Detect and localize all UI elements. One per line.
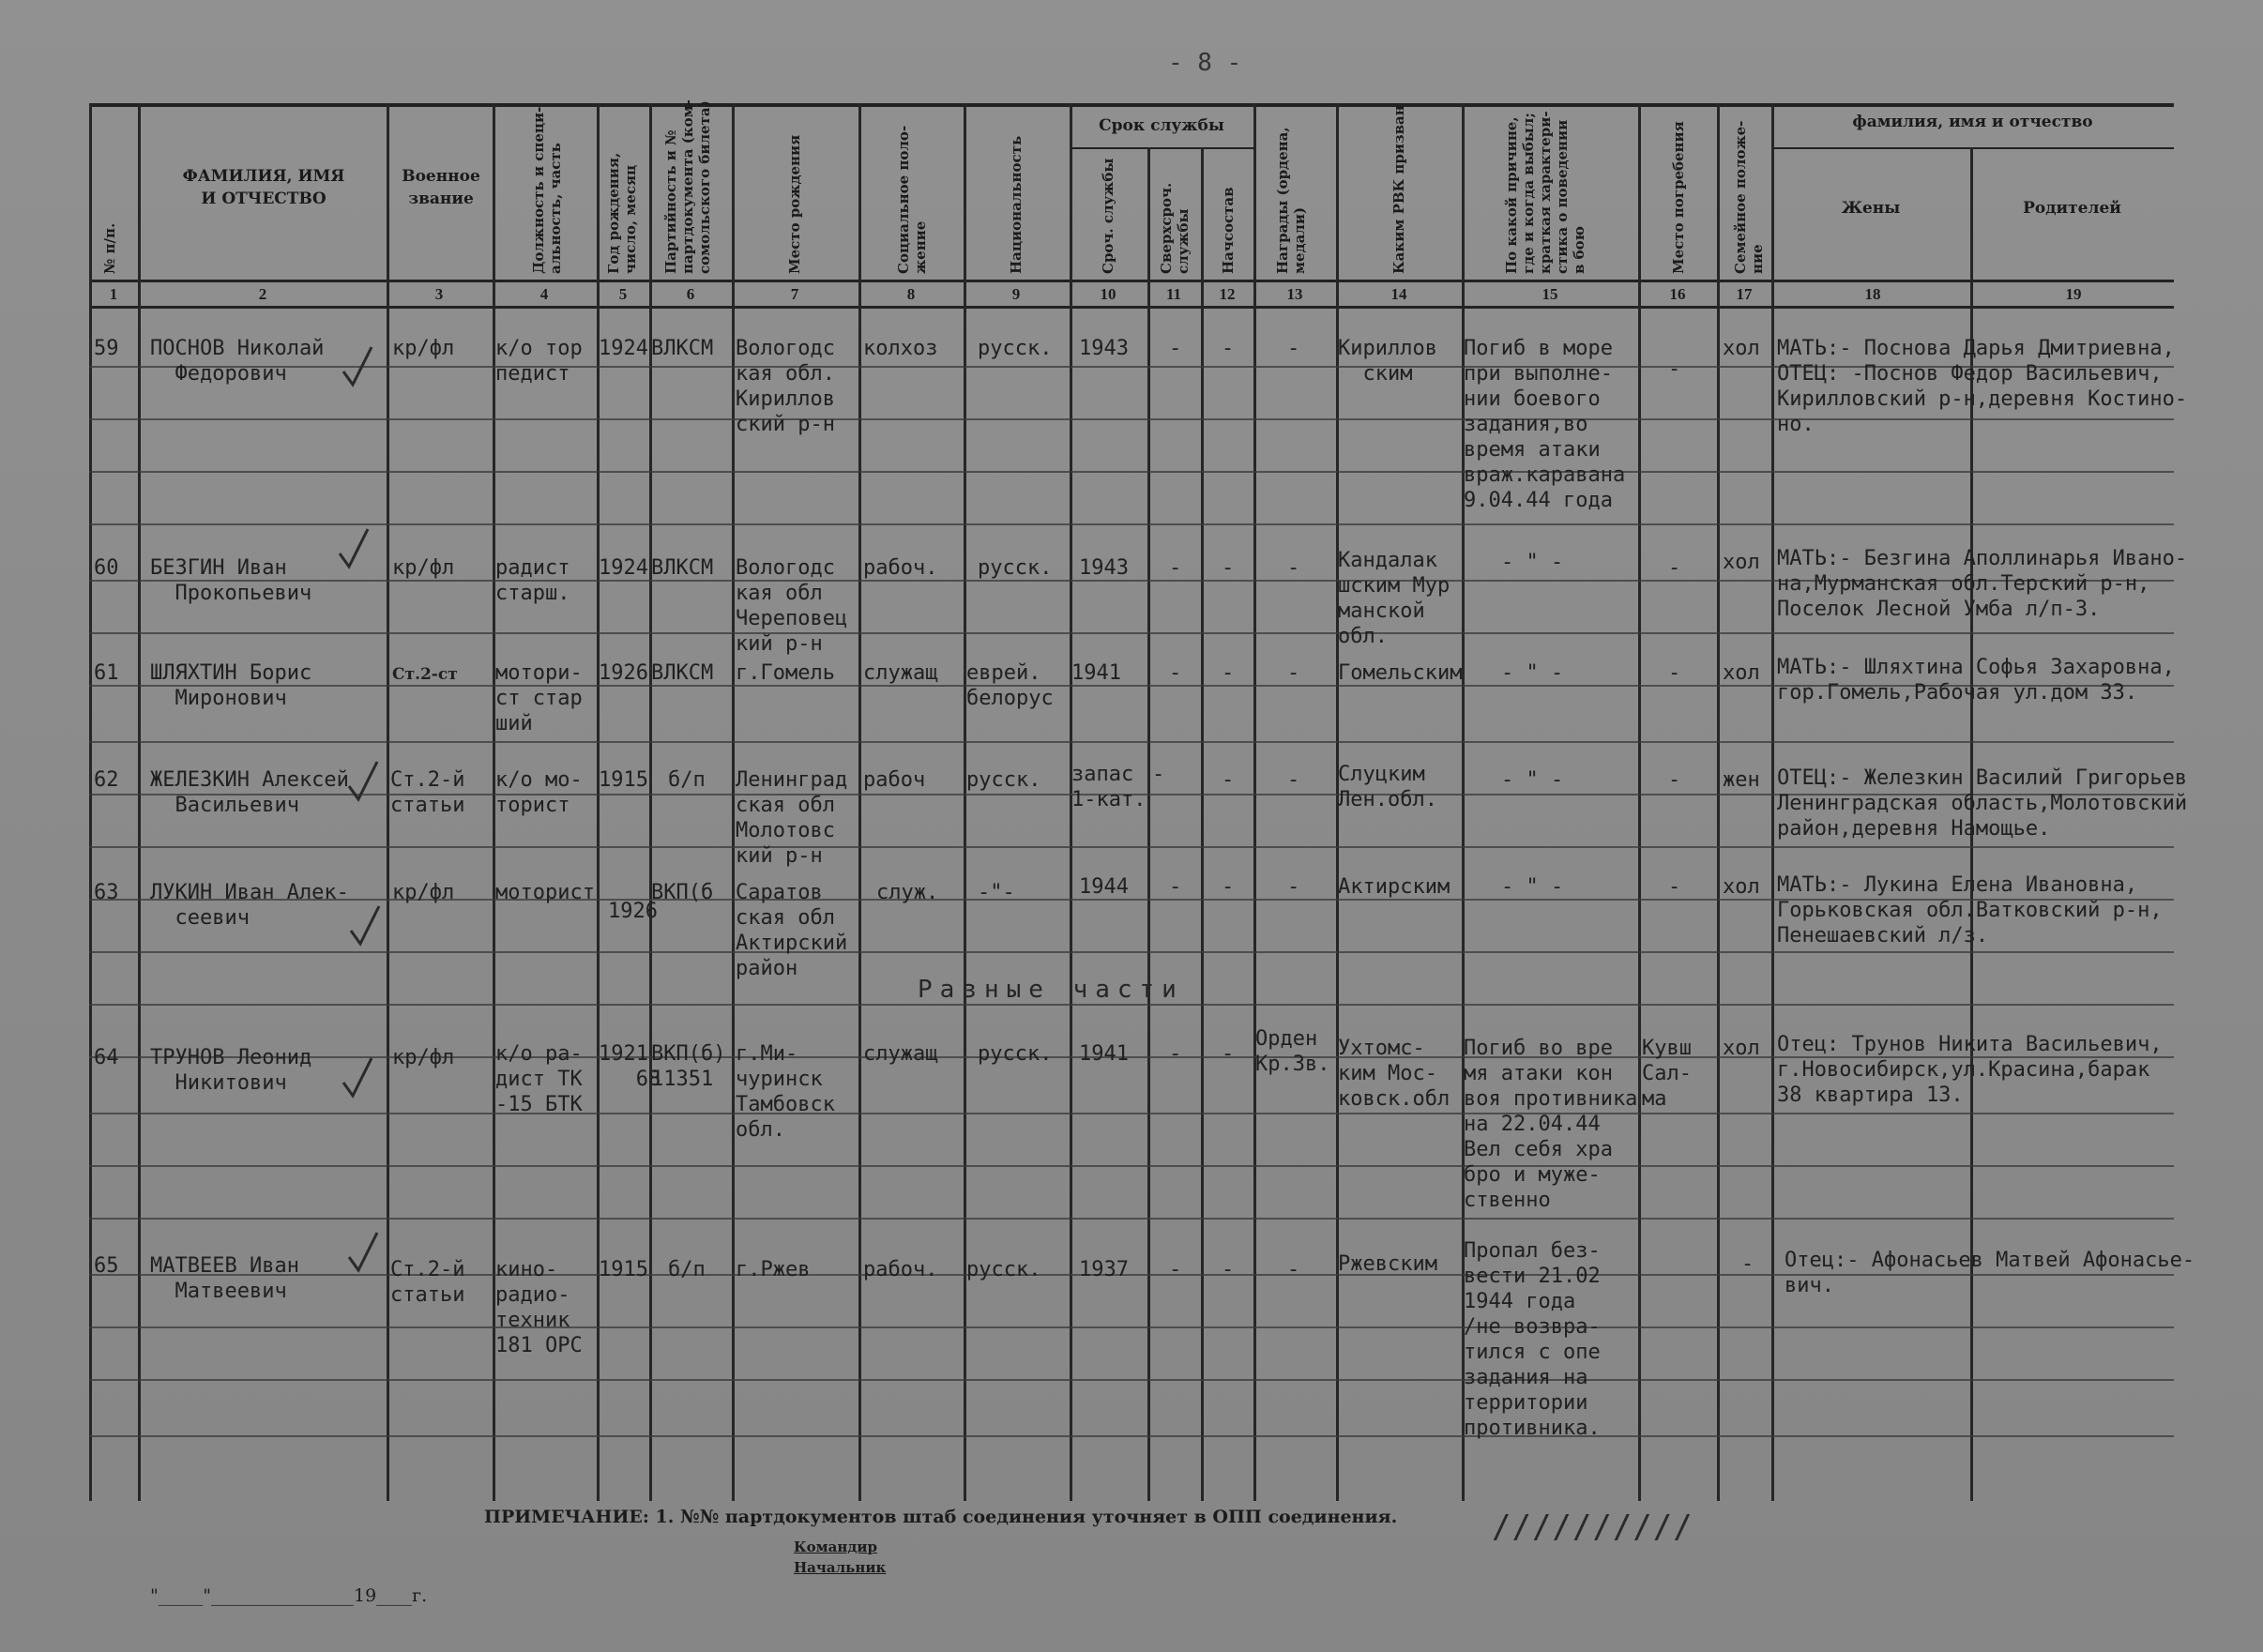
- social-status: рабоч.: [863, 556, 938, 580]
- person-name: МАТВЕЕВ Иван Матвеевич: [150, 1254, 299, 1303]
- officer: -: [1222, 661, 1235, 685]
- header-birthplace: Место рождения: [786, 134, 803, 274]
- social-status: колхоз: [863, 337, 938, 360]
- row-rule: [89, 523, 2174, 525]
- rank-handwritten: Ст.2-ст: [392, 665, 458, 684]
- burial: -: [1668, 556, 1681, 580]
- social-status: служащ: [863, 661, 938, 685]
- family-status: жен: [1723, 768, 1760, 792]
- column-number: 2: [258, 285, 267, 303]
- social-status: служащ: [863, 1042, 938, 1066]
- rvk: Ржевским: [1338, 1252, 1437, 1276]
- check-mark-icon: [347, 902, 385, 951]
- party: ВЛКСМ: [651, 556, 714, 580]
- page-number: - 8 -: [1168, 49, 1242, 77]
- row-number: 60: [94, 556, 119, 580]
- header-wife: Жены: [1841, 199, 1901, 218]
- birthplace: г.Ржев: [736, 1258, 811, 1281]
- nationality: русск.: [966, 1258, 1041, 1281]
- officer: -: [1222, 875, 1235, 899]
- row-number: 63: [94, 881, 119, 904]
- rank: Ст.2-й статьи: [390, 768, 465, 817]
- col-line-1: [138, 103, 141, 1501]
- col-line-17: [1771, 103, 1774, 1501]
- extra-term: -: [1152, 763, 1165, 786]
- header-rank: Военное звание: [402, 167, 480, 208]
- extra-term: -: [1169, 1042, 1182, 1066]
- birth-year: 1926: [608, 900, 658, 923]
- row-rule: [89, 1379, 2174, 1381]
- commander-label: Командир: [794, 1538, 877, 1555]
- header-service-term: Срок службы: [1099, 116, 1224, 135]
- header-awards: Награды (ордена, медали): [1274, 127, 1308, 274]
- column-number: 16: [1669, 285, 1686, 303]
- header-name: ФАМИЛИЯ, ИМЯ И ОТЧЕСТВО: [182, 167, 345, 208]
- rank: кр/фл: [392, 337, 455, 360]
- col-line-8: [964, 103, 966, 1501]
- header-bottom-border: [89, 280, 2174, 282]
- col-line-5: [649, 103, 652, 1501]
- header-officer: Начсостав: [1220, 187, 1237, 274]
- row-rule: [89, 1218, 2174, 1220]
- rank: кр/фл: [392, 556, 455, 580]
- row-rule: [89, 471, 2174, 473]
- row-number: 59: [94, 337, 119, 360]
- service-term: 1937: [1079, 1258, 1129, 1281]
- awards: -: [1287, 1258, 1300, 1281]
- slash-marks: //////////: [1492, 1508, 1693, 1546]
- position: мотори- ст стар ший: [495, 661, 583, 735]
- header-reason: По какой причине, где и когда выбыл; краткая характери- стика о поведении в бою: [1503, 111, 1587, 274]
- column-number: 17: [1736, 285, 1753, 303]
- row-rule: [89, 846, 2174, 848]
- burial: -: [1668, 768, 1681, 792]
- relatives: ОТЕЦ:- Железкин Василий Григорьев Ленинградская область,Молотовский район,деревня Намощье.: [1777, 766, 2188, 841]
- header-party: Партийность и № партдокумента (ком- сомольского билета): [662, 99, 713, 274]
- birth-year: 1915: [599, 1258, 648, 1281]
- party: б/п: [668, 768, 706, 792]
- awards: Орден Кр.Зв.: [1255, 1027, 1330, 1076]
- column-number: 3: [434, 285, 444, 303]
- col-line-2: [387, 103, 389, 1501]
- header-rvk: Каким РВК призван: [1390, 105, 1407, 274]
- person-name: ШЛЯХТИН Борис Миронович: [150, 661, 312, 710]
- column-number: 14: [1390, 285, 1407, 303]
- relatives: МАТЬ:- Шляхтина Софья Захаровна, гор.Гомель,Рабочая ул.дом 33.: [1777, 656, 2175, 705]
- party: ВЛКСМ: [651, 661, 714, 685]
- col-line-12: [1253, 103, 1256, 1501]
- party: б/п: [668, 1258, 706, 1281]
- header-num: № п/п.: [101, 222, 118, 274]
- officer: -: [1222, 1258, 1235, 1281]
- service-term: 1943: [1079, 337, 1129, 360]
- col-line-0: [89, 103, 92, 1501]
- officer: -: [1222, 556, 1235, 580]
- relatives: МАТЬ:- Лукина Елена Ивановна, Горьковская обл.Ватковский р-н, Пенешаевский л/з.: [1777, 873, 2163, 947]
- birthplace: Ленинград ская обл Молотовс кий р-н: [736, 768, 848, 868]
- column-number: 10: [1100, 285, 1116, 303]
- relatives: Отец: Трунов Никита Васильевич, г.Новосибирск,ул.Красина,барак 38 квартира 13.: [1777, 1033, 2163, 1107]
- column-number: 4: [539, 285, 549, 303]
- column-number: 8: [906, 285, 916, 303]
- person-name: БЕЗГИН Иван Прокопьевич: [150, 556, 312, 605]
- header-nationality: Национальность: [1008, 135, 1025, 274]
- table-top-border: [89, 103, 2174, 107]
- social-status: рабоч: [863, 768, 926, 792]
- birthplace: Саратов ская обл Актирский район: [736, 881, 848, 980]
- header-year: Год рождения, число, месяц: [605, 152, 639, 274]
- extra-term: -: [1169, 875, 1182, 899]
- birthplace: г.Гомель: [736, 661, 835, 685]
- srok-subheader-line: [1070, 147, 1255, 149]
- nationality: -"-: [978, 881, 1015, 904]
- col-line-4: [597, 103, 600, 1501]
- rank: кр/фл: [392, 881, 455, 904]
- nationality: русск.: [966, 768, 1041, 792]
- column-number: 11: [1165, 285, 1182, 303]
- extra-term: -: [1169, 337, 1182, 360]
- awards: -: [1287, 875, 1300, 899]
- column-number: 7: [790, 285, 799, 303]
- row-rule: [89, 1435, 2174, 1437]
- reason: - " -: [1501, 551, 1564, 574]
- extra-term: -: [1169, 661, 1182, 685]
- position: моторист: [495, 881, 595, 904]
- person-name: ТРУНОВ Леонид Никитович: [150, 1046, 312, 1095]
- birthplace: Вологодс кая обл Череповец кий р-н: [736, 556, 848, 656]
- position: радист старш.: [495, 556, 570, 605]
- reason: Пропал без- вести 21.02 1944 года /не возвра- тился с опе задания на территории противника.: [1464, 1239, 1601, 1440]
- column-number: 12: [1219, 285, 1236, 303]
- reason: - " -: [1501, 661, 1564, 685]
- rank: Ст.2-й статьи: [390, 1258, 465, 1307]
- rvk: Кандалак шским Мур манской обл.: [1338, 549, 1450, 648]
- service-term: 1941: [1071, 661, 1121, 685]
- position: к/о мо- торист: [495, 768, 583, 817]
- column-number: 19: [2065, 285, 2082, 303]
- person-name: ЛУКИН Иван Алек- сеевич: [150, 881, 349, 930]
- header-social: Социальное поло- жение: [895, 125, 929, 274]
- family-status: хол: [1723, 551, 1760, 574]
- row-number: 65: [94, 1254, 119, 1278]
- social-status: служ.: [876, 881, 939, 904]
- burial: -: [1668, 357, 1681, 381]
- position: к/о ра- дист ТК -15 БТК: [495, 1042, 583, 1116]
- nationality: русск.: [978, 337, 1053, 360]
- person-name: ПОСНОВ Николай Федорович: [150, 337, 325, 386]
- nationality: еврей. белорус: [966, 661, 1054, 710]
- row-rule: [89, 951, 2174, 953]
- position: к/о тор педист: [495, 337, 583, 386]
- col-line-16: [1717, 103, 1720, 1501]
- officer: -: [1222, 1042, 1235, 1066]
- rvk: Слуцким Лен.обл.: [1338, 763, 1437, 811]
- row-number: 62: [94, 768, 119, 792]
- check-mark-icon: [340, 1054, 377, 1103]
- party: ВКП(б: [651, 881, 714, 904]
- header-burial: Место погребения: [1670, 121, 1687, 274]
- nationality: русск.: [978, 1042, 1053, 1066]
- officer: -: [1222, 768, 1235, 792]
- rank: кр/фл: [392, 1046, 455, 1069]
- header-parents: Родителей: [2023, 199, 2121, 218]
- service-term: 1941: [1079, 1042, 1129, 1066]
- rvk: Ухтомс- ким Мос- ковск.обл: [1338, 1037, 1450, 1111]
- footnote: ПРИМЕЧАНИЕ: 1. №№ партдокументов штаб соединения уточняет в ОПП соединения.: [484, 1507, 1398, 1527]
- column-number-bottom-border: [89, 306, 2174, 309]
- column-number: 9: [1011, 285, 1021, 303]
- burial: Кувш Сал- ма: [1642, 1037, 1692, 1111]
- family-status: хол: [1723, 1037, 1760, 1060]
- column-number: 13: [1286, 285, 1303, 303]
- family-status: -: [1741, 1252, 1754, 1276]
- row-rule: [89, 632, 2174, 634]
- check-mark-icon: [336, 525, 373, 574]
- col-line-7: [858, 103, 861, 1501]
- reason: - " -: [1501, 875, 1564, 899]
- reason: Погиб во вре мя атаки кон воя противника на 22.04.44 Вел себя хра бро и муже- ственно: [1464, 1037, 1638, 1212]
- relatives: Отец:- Афонасьев Матвей Афонасье- вич.: [1785, 1249, 2195, 1297]
- rvk: Гомельским: [1338, 661, 1463, 685]
- person-name: ЖЕЛЕЗКИН Алексей Васильевич: [150, 768, 349, 817]
- header-extra-term: Сверхсроч. службы: [1158, 182, 1192, 274]
- column-number: 1: [109, 285, 118, 303]
- awards: -: [1287, 661, 1300, 685]
- row-rule: [89, 1165, 2174, 1167]
- reason: Погиб в море при выполне- нии боевого задания,во время атаки враж.каравана 9.04.44 года: [1464, 337, 1626, 512]
- party: ВКП(б) 11351: [651, 1042, 726, 1091]
- column-number: 6: [686, 285, 695, 303]
- header-post: Должность и специ- альность, часть: [530, 106, 564, 274]
- column-number: 15: [1542, 285, 1558, 303]
- header-family: Семейное положе- ние: [1732, 120, 1766, 274]
- column-number: 18: [1864, 285, 1881, 303]
- header-term: Сроч. службы: [1100, 158, 1116, 274]
- date-line: "_____"________________19____г.: [150, 1585, 428, 1606]
- extra-term: -: [1169, 556, 1182, 580]
- position: кино- радио- техник 181 ОРС: [495, 1258, 583, 1357]
- burial: -: [1668, 875, 1681, 899]
- birth-year: 1924: [599, 337, 648, 360]
- awards: -: [1287, 768, 1300, 792]
- family-status: хол: [1723, 337, 1760, 360]
- check-mark-icon: [340, 343, 377, 392]
- awards: -: [1287, 337, 1300, 360]
- birth-year: 1915: [599, 768, 648, 792]
- birthplace: Вологодс кая обл. Кириллов ский р-н: [736, 337, 835, 436]
- birth-year: 1926: [599, 661, 648, 685]
- burial: -: [1668, 661, 1681, 685]
- relatives: МАТЬ:- Поснова Дарья Дмитриевна, ОТЕЦ: -Поснов Федор Васильевич, Кирилловский р-н,деревня Костино- но.: [1777, 337, 2188, 436]
- party: ВЛКСМ: [651, 337, 714, 360]
- col-line-11: [1201, 147, 1204, 1501]
- rvk: Кириллов ским: [1338, 337, 1437, 386]
- extra-term: -: [1169, 1258, 1182, 1281]
- header-fio: фамилия, имя и отчество: [1852, 113, 2093, 131]
- check-mark-icon: [345, 758, 383, 807]
- col-line-10: [1147, 147, 1150, 1501]
- awards: -: [1287, 556, 1300, 580]
- relatives: МАТЬ:- Безгина Аполлинарья Ивано- на,Мурманская обл.Терский р-н, Поселок Лесной Умба л/п-3.: [1777, 547, 2188, 621]
- row-rule: [89, 1004, 2174, 1006]
- check-mark-icon: [345, 1229, 383, 1278]
- row-number: 64: [94, 1046, 119, 1069]
- rvk: Актирским: [1338, 875, 1450, 899]
- section-label: Разные части: [918, 976, 1184, 1004]
- chief-label: Начальник: [794, 1559, 887, 1576]
- col-line-15: [1638, 103, 1641, 1501]
- birthplace: г.Ми- чуринск Тамбовск обл.: [736, 1042, 835, 1142]
- service-term: 1943: [1079, 556, 1129, 580]
- birth-year: 1921 68: [599, 1042, 661, 1091]
- column-number: 5: [618, 285, 628, 303]
- family-status: хол: [1723, 875, 1760, 899]
- row-rule: [89, 741, 2174, 743]
- reason: - " -: [1501, 768, 1564, 792]
- row-rule: [89, 1326, 2174, 1328]
- nationality: русск.: [978, 556, 1053, 580]
- social-status: рабоч.: [863, 1258, 938, 1281]
- row-rule: [89, 1113, 2174, 1114]
- family-status: хол: [1723, 661, 1760, 685]
- row-number: 61: [94, 661, 119, 685]
- birth-year: 1924: [599, 556, 648, 580]
- service-term: запас 1-кат.: [1071, 763, 1147, 811]
- service-term: 1944: [1079, 875, 1129, 899]
- officer: -: [1222, 337, 1235, 360]
- col-line-6: [732, 103, 735, 1501]
